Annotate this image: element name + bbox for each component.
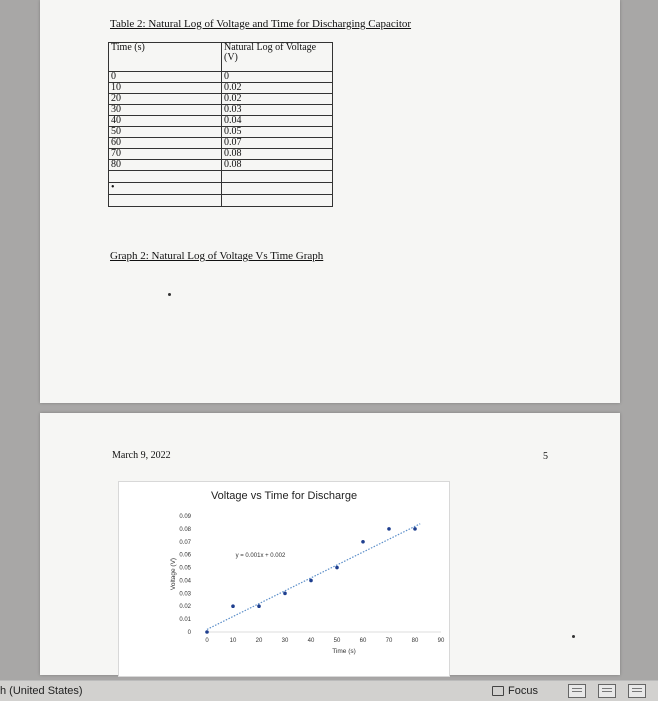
ln-voltage-cell: 0.05: [222, 127, 333, 138]
ln-voltage-cell: 0.02: [222, 83, 333, 94]
y-tick-label: 0.01: [179, 617, 191, 624]
data-table: [108, 42, 333, 207]
x-tick-label: 10: [229, 638, 237, 644]
data-point: [283, 592, 287, 596]
ln-voltage-cell: 0.08: [222, 160, 333, 171]
empty-cell: [222, 171, 333, 183]
x-tick-label: 60: [359, 638, 367, 644]
ln-voltage-cell: 0.08: [222, 149, 333, 160]
empty-cell: [109, 171, 222, 183]
y-tick-label: 0.04: [179, 578, 191, 585]
language-indicator[interactable]: h (United States): [0, 685, 83, 697]
table-row: [109, 138, 333, 149]
time-cell: 60: [109, 138, 222, 149]
table-header-ln-voltage: Natural Log of Voltage (V): [222, 43, 333, 72]
y-tick-label: 0.06: [179, 552, 191, 559]
table-row: [109, 72, 333, 83]
chart-title: Voltage vs Time for Discharge: [210, 490, 358, 502]
time-cell: 30: [109, 105, 222, 116]
y-tick-label: 0.09: [179, 514, 191, 520]
ln-voltage-cell: 0.02: [222, 94, 333, 105]
page-date: March 9, 2022: [112, 450, 171, 461]
chart-svg: [119, 482, 449, 676]
document-page-2: [40, 413, 620, 675]
print-layout-view-icon[interactable]: [568, 684, 586, 698]
x-tick-label: 40: [307, 638, 315, 644]
table-row: [109, 83, 333, 94]
x-tick-label: 90: [437, 638, 445, 644]
voltage-time-chart[interactable]: [118, 481, 450, 677]
time-cell: 40: [109, 116, 222, 127]
ln-voltage-cell: 0.04: [222, 116, 333, 127]
y-axis-title: Voltage (V): [170, 557, 177, 591]
stray-mark-2: [572, 635, 575, 638]
y-tick-label: 0.05: [179, 565, 191, 572]
table-row-empty: [109, 171, 333, 183]
time-cell: 20: [109, 94, 222, 105]
time-cell: 80: [109, 160, 222, 171]
data-point: [205, 630, 209, 634]
ln-voltage-cell: 0: [222, 72, 333, 83]
data-point: [335, 566, 339, 570]
time-cell: 50: [109, 127, 222, 138]
focus-button[interactable]: [488, 684, 544, 698]
x-tick-label: 30: [281, 638, 289, 644]
data-point: [361, 540, 365, 544]
trendline-equation: y = 0.001x + 0.002: [235, 553, 286, 560]
x-tick-label: 50: [333, 638, 341, 644]
table-row-empty: [109, 195, 333, 207]
table-header-time: Time (s): [109, 43, 222, 72]
table-row-empty: [109, 183, 333, 195]
x-tick-label: 20: [255, 638, 263, 644]
x-tick-label: 0: [205, 638, 209, 644]
table-row: [109, 160, 333, 171]
data-point: [231, 604, 235, 608]
empty-cell: [222, 183, 333, 195]
empty-cell: [109, 195, 222, 207]
status-bar: [0, 680, 658, 701]
graph-caption: Graph 2: Natural Log of Voltage Vs Time Graph: [110, 250, 324, 262]
ln-voltage-cell: 0.07: [222, 138, 333, 149]
y-tick-label: 0.02: [179, 604, 191, 611]
data-point: [257, 604, 261, 608]
x-tick-label: 70: [385, 638, 393, 644]
data-point: [413, 527, 417, 531]
data-point: [309, 579, 313, 583]
empty-cell: [222, 195, 333, 207]
ln-voltage-cell: 0.03: [222, 105, 333, 116]
x-axis-title: Time (s): [332, 648, 356, 655]
outline-view-icon[interactable]: [628, 684, 646, 698]
stray-mark: [168, 293, 171, 296]
table-row: [109, 127, 333, 138]
time-cell: 0: [109, 72, 222, 83]
x-axis-ticks: [205, 638, 445, 644]
focus-icon: [492, 686, 504, 696]
table-body: [109, 72, 333, 207]
focus-label: Focus: [508, 685, 538, 697]
trendline: [207, 524, 420, 630]
web-layout-view-icon[interactable]: [598, 684, 616, 698]
table-caption: Table 2: Natural Log of Voltage and Time for Discharging Capacitor: [110, 18, 412, 30]
table-row: [109, 116, 333, 127]
y-axis-ticks: [179, 514, 191, 636]
time-cell: 70: [109, 149, 222, 160]
table-row: [109, 94, 333, 105]
document-page-1: [40, 0, 620, 403]
time-cell: 10: [109, 83, 222, 94]
data-point: [387, 527, 391, 531]
table-row: [109, 105, 333, 116]
bullet-cell: •: [109, 183, 222, 195]
page-number: 5: [543, 451, 548, 462]
y-tick-label: 0.08: [179, 526, 191, 533]
y-tick-label: 0.03: [179, 591, 191, 598]
y-tick-label: 0.07: [179, 539, 191, 546]
y-tick-label: 0: [187, 630, 191, 636]
x-tick-label: 80: [411, 638, 419, 644]
table-row: [109, 149, 333, 160]
data-points: [205, 527, 417, 634]
